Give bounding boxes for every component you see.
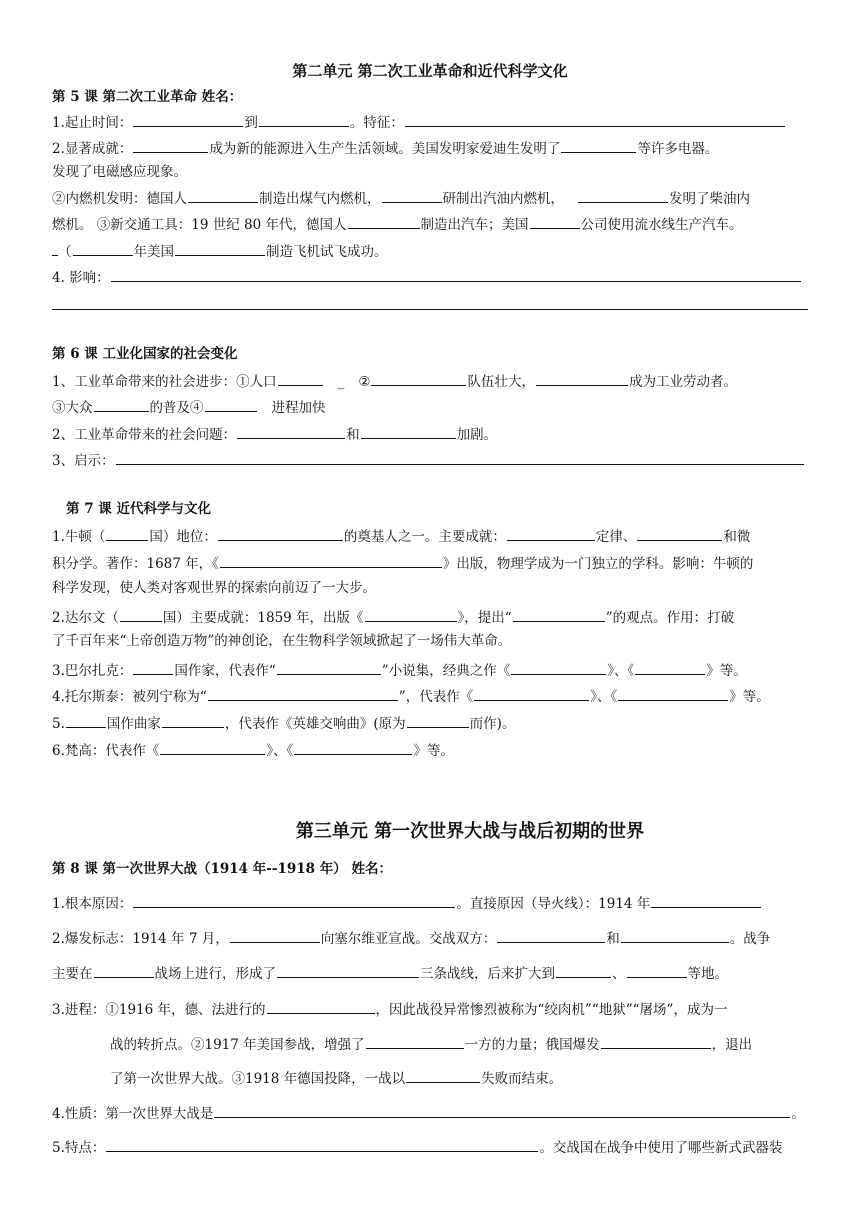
text: 》，提出“ bbox=[457, 610, 512, 626]
blank[interactable] bbox=[133, 660, 173, 675]
text: ③大众 bbox=[52, 400, 93, 416]
blank[interactable] bbox=[635, 660, 705, 675]
text: 5.特点： bbox=[52, 1140, 106, 1156]
text: 。交战国在战争中使用了哪些新式武器装 bbox=[539, 1140, 783, 1156]
text: ② bbox=[358, 374, 371, 390]
blank[interactable] bbox=[267, 999, 375, 1014]
text: ”的观点。作用：打破 bbox=[605, 610, 735, 626]
blank[interactable] bbox=[511, 660, 606, 675]
text: 一方的力量；俄国爆发 bbox=[464, 1037, 600, 1053]
l7-line4 bbox=[52, 607, 734, 627]
text: 国作曲家 bbox=[106, 716, 161, 732]
blank[interactable] bbox=[371, 371, 466, 386]
l8-line4 bbox=[52, 999, 727, 1019]
blank[interactable] bbox=[637, 526, 722, 541]
blank[interactable] bbox=[106, 526, 148, 541]
blank[interactable] bbox=[405, 112, 785, 127]
text: 4.托尔斯泰：被列宁称为“ bbox=[52, 689, 207, 705]
l5-line6 bbox=[52, 241, 388, 261]
text: 制造飞机试飞成功。 bbox=[266, 244, 388, 260]
blank[interactable] bbox=[366, 1034, 464, 1049]
text: 2.达尔文（ bbox=[52, 610, 119, 626]
text: 等地。 bbox=[687, 966, 728, 982]
text: 等许多电器。 bbox=[637, 141, 719, 157]
blank[interactable] bbox=[94, 397, 149, 412]
l5-line7 bbox=[52, 267, 802, 287]
text: 2、工业革命带来的社会问题： bbox=[52, 427, 237, 443]
text: 加剧。 bbox=[456, 427, 498, 443]
text: 发明了柴油内 bbox=[669, 191, 750, 207]
l8-line7 bbox=[52, 1103, 805, 1123]
l8-line1 bbox=[52, 893, 762, 913]
l5-line3: 发现了电磁感应现象。 bbox=[52, 164, 187, 180]
blank[interactable] bbox=[406, 1068, 480, 1083]
text: 公司使用流水线生产汽车。 bbox=[580, 217, 743, 233]
l5-line5 bbox=[52, 214, 743, 234]
l7-line3: 科学发现，使人类对客观世界的探索向前迈了一大步。 bbox=[52, 580, 376, 596]
text: ”，代表作《 bbox=[398, 689, 474, 705]
l5-line1 bbox=[52, 112, 786, 132]
text: 2.爆发标志：1914 年 7 月， bbox=[52, 931, 229, 947]
blank[interactable] bbox=[556, 963, 611, 978]
unit3-title: 第三单元 第一次世界大战与战后初期的世界 bbox=[295, 821, 645, 842]
l7-line7 bbox=[52, 686, 770, 706]
blank[interactable] bbox=[294, 740, 412, 755]
lesson5-header: 第 5 课 第二次工业革命 姓名： bbox=[52, 89, 243, 105]
l6-line4 bbox=[52, 450, 805, 470]
text: 。直接原因（导火线）：1914 年 bbox=[456, 896, 651, 912]
blank[interactable] bbox=[621, 928, 729, 943]
blank[interactable] bbox=[66, 713, 106, 728]
l8-line6 bbox=[110, 1068, 562, 1088]
blank[interactable] bbox=[382, 188, 442, 203]
blank[interactable] bbox=[133, 112, 243, 127]
text: 国作家，代表作“ bbox=[174, 663, 276, 679]
text: ，退出 bbox=[711, 1037, 753, 1053]
text: 国）主要成就：1859 年，出版《 bbox=[162, 610, 364, 626]
blank[interactable] bbox=[497, 928, 605, 943]
l5-line2 bbox=[52, 138, 718, 158]
text: 。特征： bbox=[349, 115, 404, 131]
text: 》等。 bbox=[413, 743, 454, 759]
text: ，因此战役异常惨烈被称为“绞肉机”“地狱”“屠场”，成为一 bbox=[375, 1002, 728, 1018]
blank[interactable] bbox=[651, 893, 761, 908]
blank[interactable] bbox=[120, 607, 162, 622]
text: 、 bbox=[612, 966, 626, 982]
l6-line3 bbox=[52, 424, 497, 444]
blank[interactable] bbox=[106, 1137, 538, 1152]
l6-line2 bbox=[52, 397, 326, 417]
text: 制造出汽车；美国 bbox=[420, 217, 529, 233]
text: 1.根本原因： bbox=[52, 896, 133, 912]
blank[interactable] bbox=[536, 371, 628, 386]
text: 3.巴尔扎克： bbox=[52, 663, 133, 679]
text: 6.梵高：代表作《 bbox=[52, 743, 160, 759]
blank[interactable] bbox=[94, 963, 154, 978]
l8-line5 bbox=[110, 1034, 752, 1054]
text: 和 bbox=[346, 427, 360, 443]
text: 1.起止时间： bbox=[52, 115, 133, 131]
text: 2.显著成就： bbox=[52, 141, 133, 157]
text: 。 bbox=[791, 1106, 805, 1122]
text: 4. 影响： bbox=[52, 270, 110, 286]
answer-line[interactable] bbox=[52, 309, 808, 310]
text: 国）地位： bbox=[149, 529, 217, 545]
l8-line2 bbox=[52, 928, 770, 948]
blank[interactable] bbox=[277, 963, 419, 978]
text: 定律、 bbox=[595, 529, 637, 545]
text: 而作)。 bbox=[469, 716, 516, 732]
text: 制造出煤气内燃机， bbox=[259, 191, 381, 207]
text: 3.进程：①1916 年，德、法进行的 bbox=[52, 1002, 266, 1018]
text: _ bbox=[337, 374, 345, 390]
blank[interactable] bbox=[188, 188, 258, 203]
text: 了第一次世界大战。③1918 年德国投降，一战以 bbox=[110, 1071, 406, 1087]
l7-line9 bbox=[52, 740, 454, 760]
l5-line4 bbox=[52, 188, 750, 208]
blank[interactable] bbox=[348, 214, 420, 229]
blank[interactable] bbox=[73, 241, 133, 256]
blank[interactable] bbox=[474, 686, 589, 701]
blank[interactable] bbox=[513, 607, 605, 622]
blank[interactable] bbox=[220, 553, 442, 568]
blank[interactable] bbox=[578, 188, 668, 203]
text: 燃机。 ③新交通工具：19 世纪 80 年代，德国人 bbox=[52, 217, 347, 233]
blank[interactable] bbox=[116, 450, 804, 465]
text: 和 bbox=[606, 931, 620, 947]
blank[interactable] bbox=[218, 526, 343, 541]
text: 队伍壮大， bbox=[467, 374, 535, 390]
l8-line3 bbox=[52, 963, 728, 983]
text: 失败而结束。 bbox=[481, 1071, 563, 1087]
blank[interactable] bbox=[111, 267, 801, 282]
lesson7-header: 第 7 课 近代科学与文化 bbox=[66, 501, 211, 517]
blank[interactable] bbox=[601, 1034, 711, 1049]
blank[interactable] bbox=[214, 1103, 790, 1118]
blank[interactable] bbox=[133, 138, 208, 153]
text: 1.牛顿（ bbox=[52, 529, 106, 545]
text: ，代表作《英雄交响曲》(原为 bbox=[224, 716, 406, 732]
text: 》等。 bbox=[706, 663, 747, 679]
text: 战场上进行，形成了 bbox=[154, 966, 276, 982]
text: 主要在 bbox=[52, 966, 93, 982]
text: ②内燃机发明：德国人 bbox=[52, 191, 187, 207]
text: 》、《 bbox=[590, 689, 618, 705]
blank[interactable] bbox=[175, 241, 265, 256]
blank[interactable] bbox=[160, 740, 265, 755]
text: 研制出汽油内燃机， bbox=[442, 191, 564, 207]
text: 5. bbox=[52, 716, 65, 732]
text: 积分学。著作：1687 年，《 bbox=[52, 556, 219, 572]
text: 年美国 bbox=[133, 244, 174, 260]
lesson6-header: 第 6 课 工业化国家的社会变化 bbox=[52, 346, 238, 362]
text: 。战争 bbox=[729, 931, 771, 947]
l7-line2 bbox=[52, 553, 753, 573]
l6-line1 bbox=[52, 371, 737, 391]
blank[interactable] bbox=[237, 424, 345, 439]
text: （ bbox=[58, 244, 72, 260]
text: 成为工业劳动者。 bbox=[628, 374, 737, 390]
blank[interactable] bbox=[208, 686, 398, 701]
text: 向塞尔维亚宣战。交战双方： bbox=[320, 931, 497, 947]
blank[interactable] bbox=[361, 424, 456, 439]
text: 进程加快 bbox=[271, 400, 326, 416]
lesson8-header: 第 8 课 第一次世界大战（1914 年--1918 年） 姓名： bbox=[52, 861, 392, 877]
l7-line5: 了千百年来“上帝创造万物”的神创论，在生物科学领域掀起了一场伟大革命。 bbox=[52, 633, 512, 649]
blank[interactable] bbox=[259, 112, 349, 127]
l7-line1 bbox=[52, 526, 750, 546]
text: 1、工业革命带来的社会进步：①人口 bbox=[52, 374, 277, 390]
blank[interactable] bbox=[627, 963, 687, 978]
text: 战的转折点。②1917 年美国参战，增强了 bbox=[110, 1037, 365, 1053]
text: 成为新的能源进入生产生活领域。美国发明家爱迪生发明了 bbox=[209, 141, 561, 157]
text: 4.性质：第一次世界大战是 bbox=[52, 1106, 214, 1122]
blank[interactable] bbox=[407, 713, 469, 728]
blank[interactable] bbox=[618, 686, 728, 701]
text: 3、启示： bbox=[52, 453, 115, 469]
text: 的普及④ bbox=[149, 400, 204, 416]
l8-line8 bbox=[52, 1137, 782, 1157]
text: 到 bbox=[244, 115, 258, 131]
blank[interactable] bbox=[365, 607, 457, 622]
blank[interactable] bbox=[205, 397, 257, 412]
blank[interactable] bbox=[277, 660, 381, 675]
text: ”小说集，经典之作《 bbox=[381, 663, 511, 679]
blank[interactable] bbox=[561, 138, 636, 153]
blank[interactable] bbox=[530, 214, 580, 229]
blank[interactable] bbox=[278, 371, 323, 386]
unit2-title: 第二单元 第二次工业革命和近代科学文化 bbox=[292, 62, 568, 80]
text: 和微 bbox=[723, 529, 751, 545]
text: 三条战线，后来扩大到 bbox=[420, 966, 555, 982]
l7-line6 bbox=[52, 660, 747, 680]
blank[interactable] bbox=[162, 713, 224, 728]
blank[interactable] bbox=[133, 893, 455, 908]
blank[interactable] bbox=[230, 928, 320, 943]
text: 》等。 bbox=[729, 689, 770, 705]
text: 》、《 bbox=[266, 743, 294, 759]
l7-line8 bbox=[52, 713, 515, 733]
text: 的奠基人之一。主要成就： bbox=[343, 529, 506, 545]
text: 》、《 bbox=[607, 663, 635, 679]
text: 》出版，物理学成为一门独立的学科。影响：牛顿的 bbox=[442, 556, 754, 572]
blank[interactable] bbox=[507, 526, 595, 541]
